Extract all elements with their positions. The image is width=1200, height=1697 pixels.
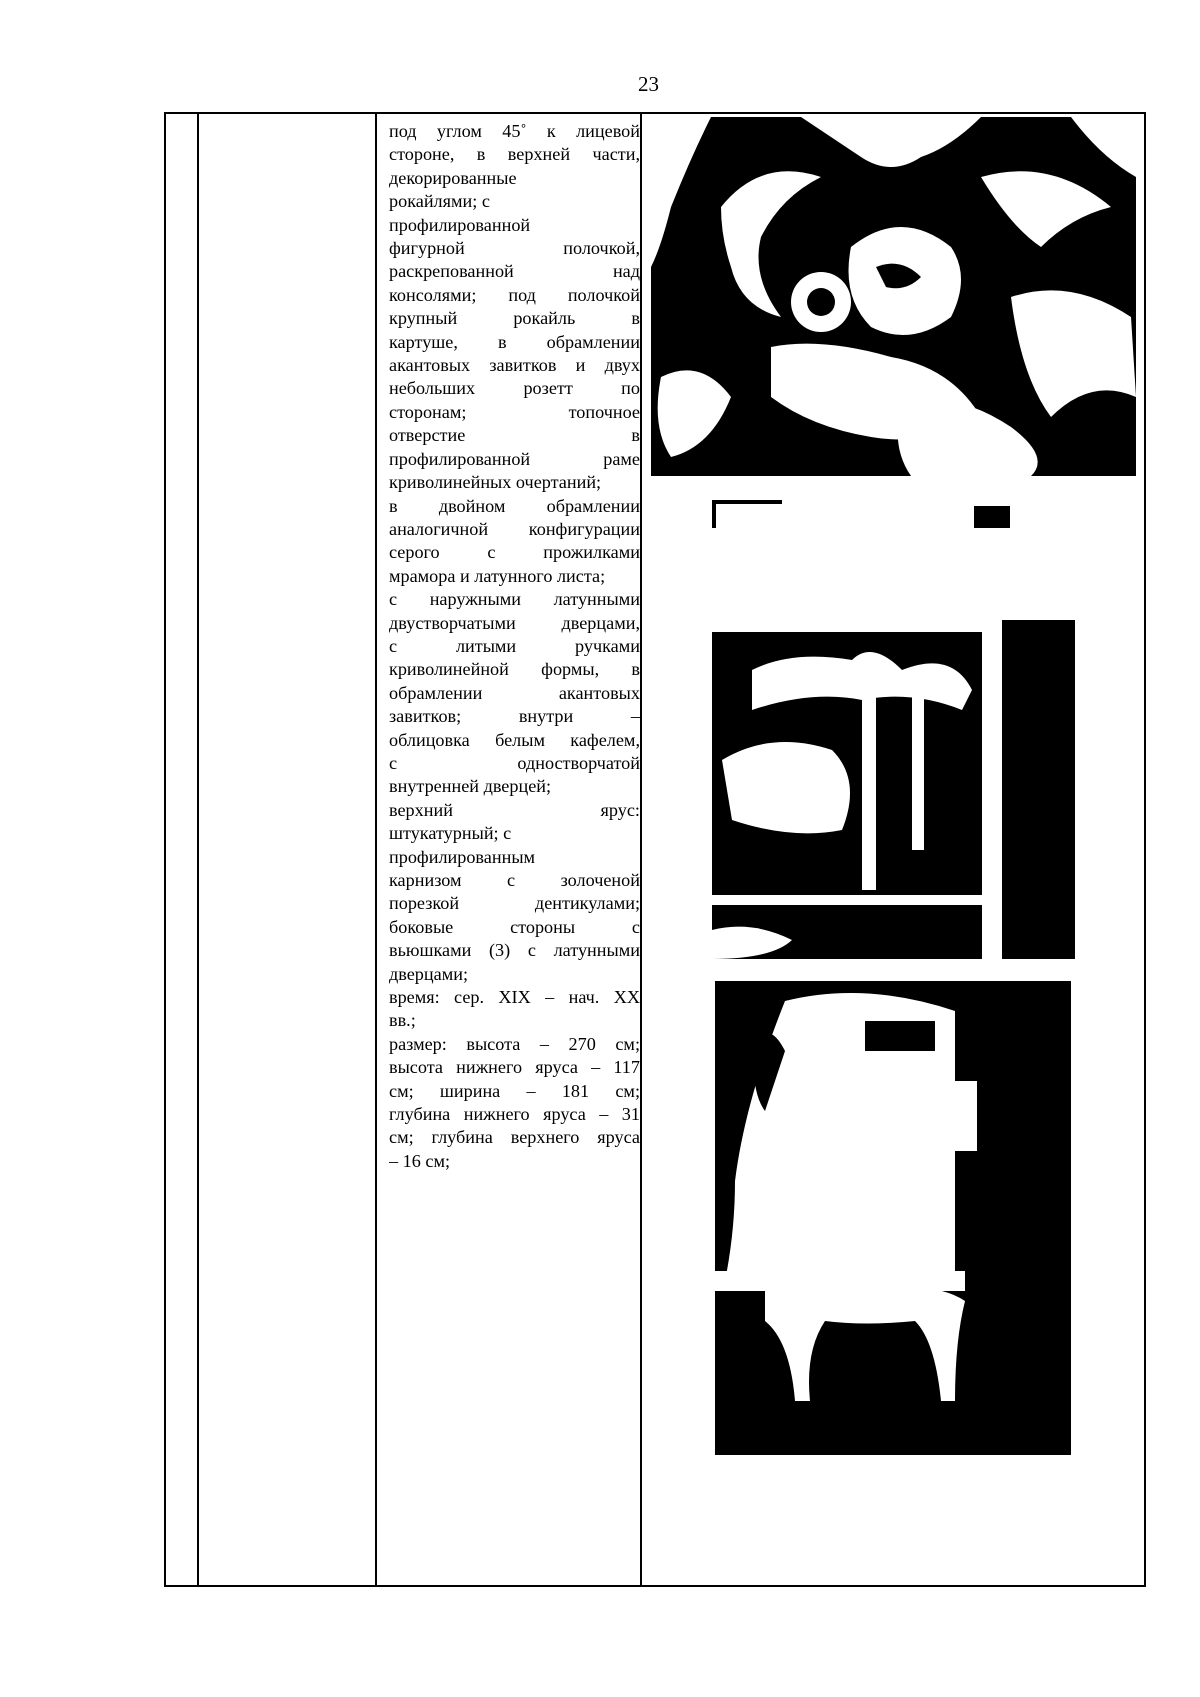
column-divider-2 (375, 114, 377, 1585)
description-line: вв.; (389, 1010, 416, 1031)
stove-doors-photo (712, 500, 1075, 959)
description-line: криволинейных очертаний; (389, 472, 602, 493)
rocaille-ornament-photo (651, 117, 1136, 476)
description-line: консолями; под полочкой (389, 284, 640, 305)
description-line: дверцами; (389, 963, 469, 984)
page-number: 23 (638, 72, 659, 96)
description-line: с литыми ручками (389, 635, 640, 656)
description-line: профилированной раме (389, 448, 640, 469)
description-line: вьюшками (3) с латунными (389, 940, 640, 961)
description-line: с одностворчатой (389, 752, 640, 773)
description-line: сторонам; топочное (389, 401, 640, 422)
description-line: отверстие в (389, 425, 640, 446)
description-line: рокайлями; с (389, 191, 490, 212)
description-line: см; глубина верхнего яруса (389, 1127, 640, 1148)
description-line: декорированные (389, 167, 517, 188)
column-divider-3 (640, 114, 642, 1585)
stove-doors-image (712, 500, 1075, 959)
description-line: фигурной полочкой, (389, 238, 640, 259)
description-line: мрамора и латунного листа; (389, 565, 606, 586)
description-line: с наружными латунными (389, 589, 640, 610)
description-line: аналогичной конфигурации (389, 518, 640, 539)
description-line: стороне, в верхней части, (389, 144, 640, 165)
description-line: под углом 45˚ к лицевой (389, 121, 640, 141)
description-line: раскрепованной над (389, 261, 640, 282)
description-cell (389, 120, 640, 1173)
description-line: верхний ярус: (389, 799, 640, 820)
rocaille-ornament-image (651, 117, 1136, 476)
description-line: порезкой дентикулами; (389, 893, 640, 914)
description-line: глубина нижнего яруса – 31 (389, 1104, 640, 1125)
description-line: профилированной (389, 214, 531, 235)
description-line: карнизом с золоченой (389, 870, 640, 890)
description-line: боковые стороны с (389, 916, 640, 937)
description-line: картуше, в обрамлении (389, 331, 640, 352)
description-line: внутренней дверцей; (389, 776, 552, 797)
description-line: акантовых завитков и двух (389, 355, 640, 376)
stove-overall-photo (715, 981, 1071, 1455)
description-line: обрамлении акантовых (389, 682, 640, 703)
description-line: крупный рокайль в (389, 308, 640, 329)
description-line: криволинейной формы, в (389, 659, 640, 680)
description-line: небольших розетт по (389, 378, 640, 399)
description-line: в двойном обрамлении (389, 495, 640, 516)
description-line: – 16 см; (389, 1150, 451, 1171)
description-line: профилированным (389, 846, 536, 867)
column-divider-1 (197, 114, 199, 1585)
description-line: облицовка белым кафелем, (389, 729, 640, 750)
stove-overall-image (715, 981, 1071, 1455)
description-line: завитков; внутри – (389, 706, 640, 727)
description-line: время: сер. XIX – нач. XX (389, 987, 640, 1008)
description-line: см; ширина – 181 см; (389, 1080, 640, 1101)
description-line: высота нижнего яруса – 117 (389, 1057, 640, 1078)
description-line: размер: высота – 270 см; (389, 1033, 640, 1054)
description-line: двустворчатыми дверцами, (389, 612, 640, 633)
description-line: серого с прожилками (389, 542, 640, 563)
description-line: штукатурный; с (389, 823, 512, 844)
